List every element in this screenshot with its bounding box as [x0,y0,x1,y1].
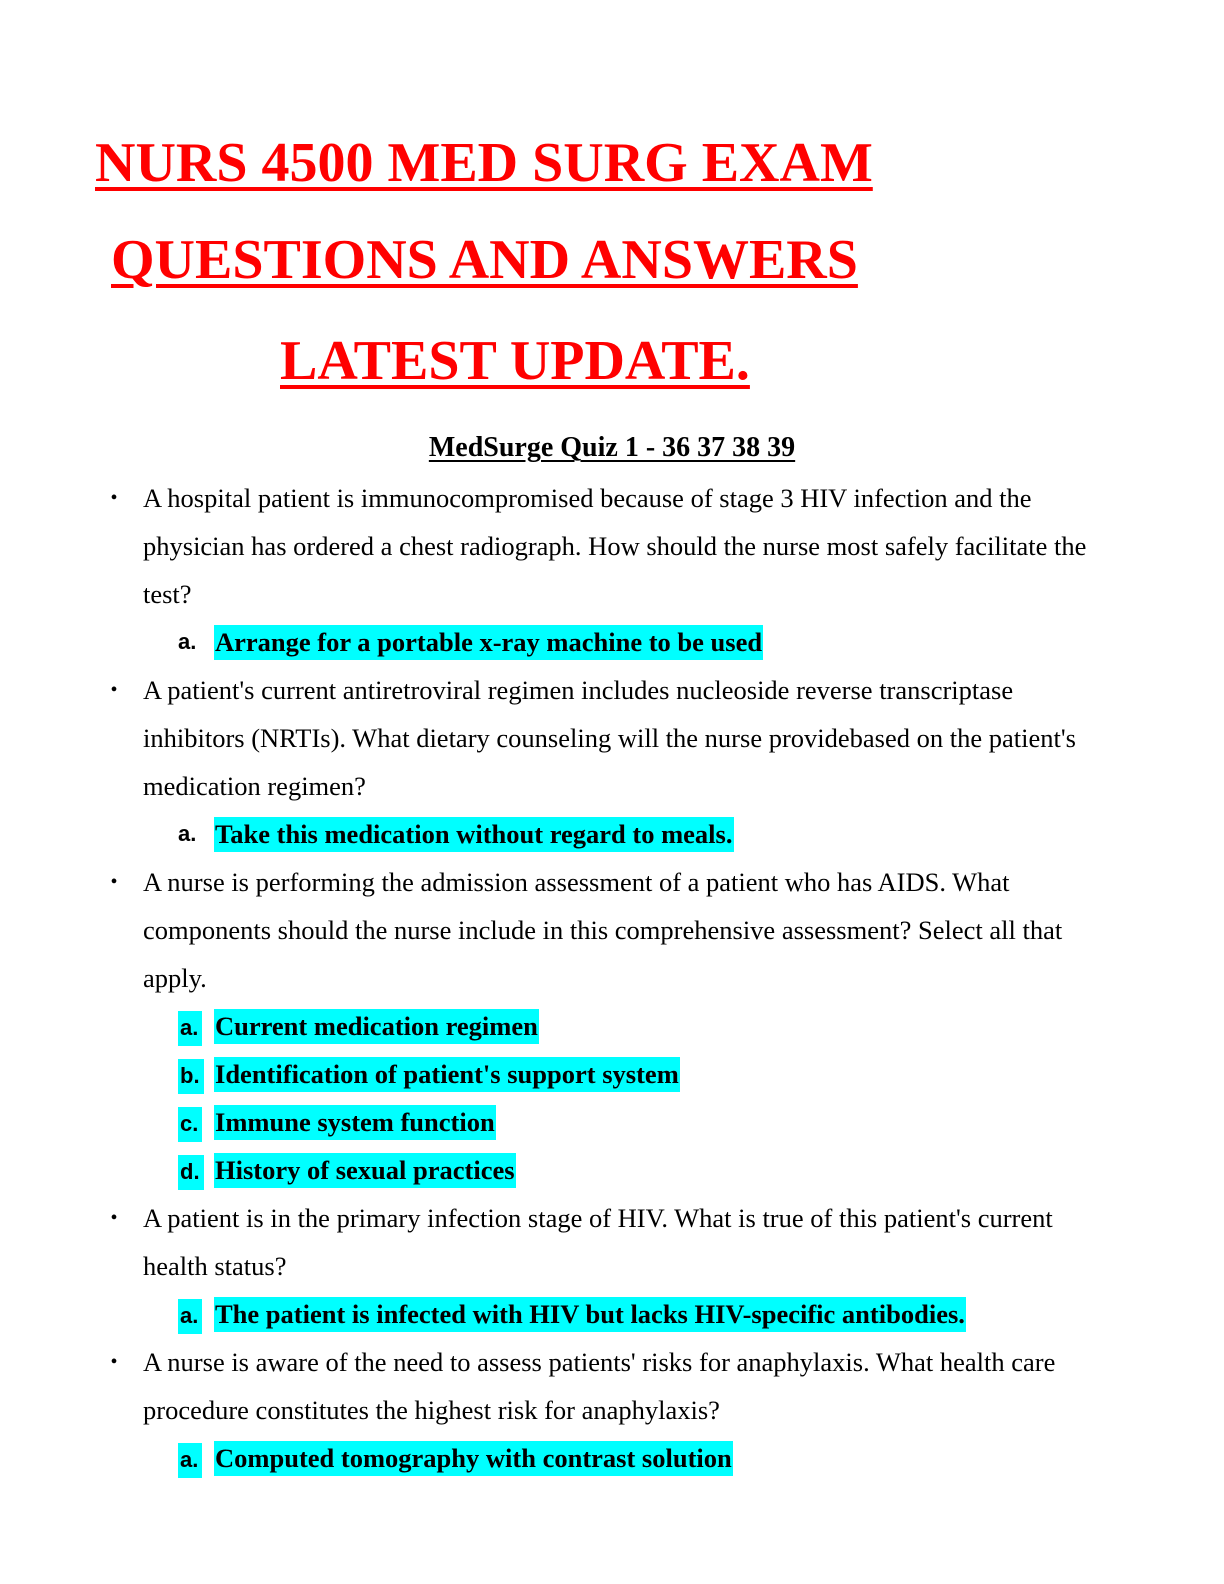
quiz-subtitle: MedSurge Quiz 1 - 36 37 38 39 [428,432,796,463]
answer-letter: a. [178,629,197,654]
question-text: A nurse is performing the admission assessment of a patient who has AIDS. What components should the nurse include in this comprehensive assessment? Select all that apply. [143,867,1063,993]
answer-letter: b. [178,1059,204,1094]
answer-letter: d. [178,1155,204,1190]
question-item [0,666,1224,810]
document-title-line-3: LATEST UPDATE. [280,330,750,392]
bullet-icon: • [110,871,118,893]
highlighted-answer-text: Immune system function [214,1105,496,1140]
answer-letter: a. [178,1299,202,1334]
bullet-icon: • [110,1207,118,1229]
answer-item [0,618,1224,666]
question-text: A nurse is aware of the need to assess patients' risks for anaphylaxis. What health care procedure constitutes the highest risk for anaphylaxis? [143,1347,1056,1425]
answer-item [0,1098,1224,1146]
answer-item [0,1002,1224,1050]
question-list [0,474,1224,1482]
answer-letter: c. [178,1107,202,1142]
answer-letter: a. [178,1443,202,1478]
answer-letter: a. [178,1011,202,1046]
question-text: A patient is in the primary infection stage of HIV. What is true of this patient's current health status? [143,1203,1053,1281]
answer-item [0,810,1224,858]
bullet-icon: • [110,679,118,701]
question-item [0,1338,1224,1434]
answer-letter: a. [178,821,197,846]
highlighted-answer-text: Take this medication without regard to meals. [214,817,734,852]
highlighted-answer-text: Identification of patient's support system [214,1057,680,1092]
document-title-line-2: QUESTIONS AND ANSWERS [111,229,858,291]
highlighted-answer-text: Arrange for a portable x-ray machine to be used [214,625,763,660]
highlighted-answer-text: The patient is infected with HIV but lacks HIV-specific antibodies. [214,1297,966,1332]
highlighted-answer-text: History of sexual practices [214,1153,516,1188]
question-text: A patient's current antiretroviral regimen includes nucleoside reverse transcriptase inhibitors (NRTIs). What dietary counseling will the nurse providebased on the patient's medication regimen? [143,675,1076,801]
bullet-icon: • [110,1351,118,1373]
question-text: A hospital patient is immunocompromised because of stage 3 HIV infection and the physician has ordered a chest radiograph. How should the nurse most safely facilitate the test? [143,483,1087,609]
document-title-line-1: NURS 4500 MED SURG EXAM [95,132,873,194]
question-item [0,1194,1224,1290]
answer-item [0,1050,1224,1098]
highlighted-answer-text: Current medication regimen [214,1009,539,1044]
question-item [0,858,1224,1002]
answer-item [0,1290,1224,1338]
question-item [0,474,1224,618]
bullet-icon: • [110,487,118,509]
answer-item [0,1434,1224,1482]
highlighted-answer-text: Computed tomography with contrast solution [214,1441,733,1476]
answer-item [0,1146,1224,1194]
